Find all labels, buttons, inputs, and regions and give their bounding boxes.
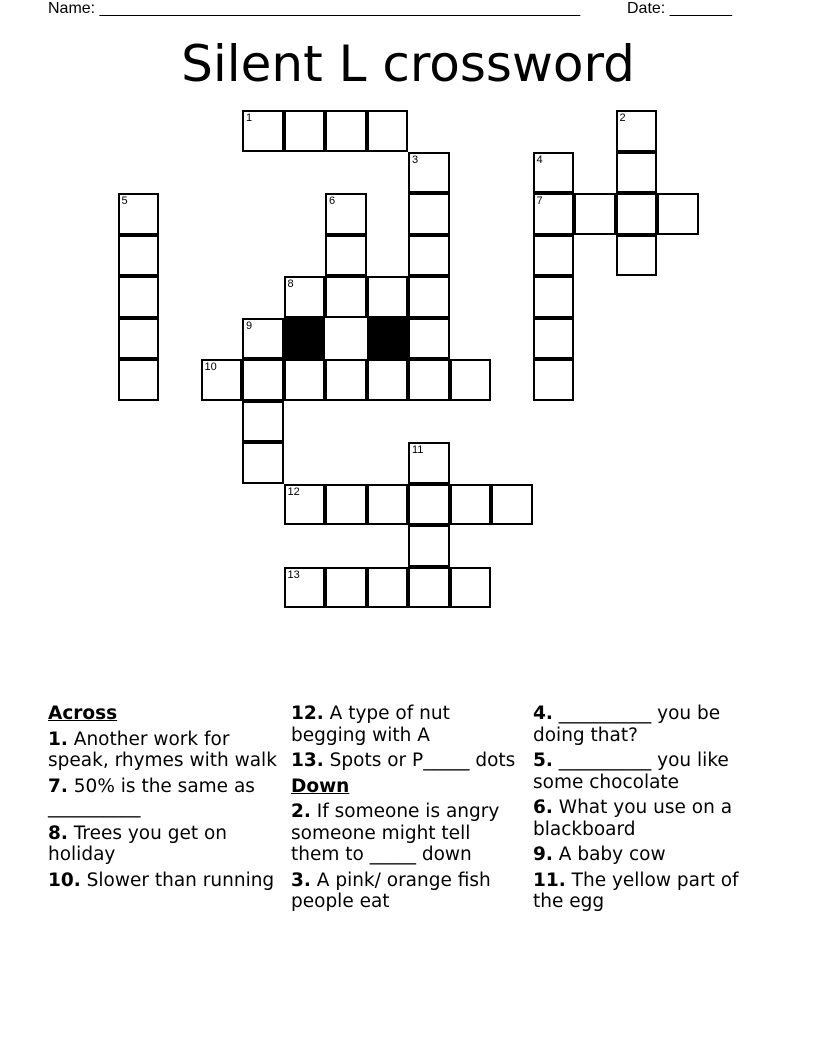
clue-column-3 bbox=[533, 703, 773, 917]
grid-cell[interactable] bbox=[284, 359, 326, 401]
clue-column-2 bbox=[291, 703, 521, 917]
clue-number: 8 bbox=[287, 278, 294, 290]
clue-item-text: Slower than running bbox=[80, 869, 275, 891]
grid-cell[interactable] bbox=[325, 359, 367, 401]
clue-item-text: The yellow part of the egg bbox=[533, 869, 739, 912]
clue-item bbox=[48, 823, 278, 866]
grid-cell[interactable] bbox=[284, 110, 326, 152]
grid-cell[interactable] bbox=[533, 276, 575, 318]
clue-item-text: Another work for speak, rhymes with walk bbox=[48, 728, 277, 771]
page-title: Silent L crossword bbox=[181, 35, 635, 93]
clue-item-text: Spots or P_____ dots bbox=[323, 750, 516, 771]
grid-cell[interactable] bbox=[533, 318, 575, 360]
grid-cell[interactable] bbox=[533, 152, 575, 194]
clue-item bbox=[533, 870, 773, 913]
clue-item-number: 2. bbox=[291, 801, 311, 822]
grid-cell[interactable] bbox=[118, 235, 160, 277]
clue-item-text: __________ you like some chocolate bbox=[533, 750, 729, 793]
clue-item-text: A type of nut begging with A bbox=[291, 703, 450, 746]
clue-number: 2 bbox=[619, 112, 626, 124]
clue-item-text: A pink/ orange fish people eat bbox=[291, 869, 491, 912]
grid-cell[interactable] bbox=[450, 484, 492, 526]
clue-item-number: 3. bbox=[291, 869, 311, 891]
clue-item bbox=[533, 797, 773, 840]
date-label: Date: _______ bbox=[627, 0, 732, 17]
clue-item-number: 11. bbox=[533, 869, 566, 891]
clue-item bbox=[533, 844, 773, 866]
clue-item bbox=[48, 870, 278, 892]
clue-item bbox=[533, 750, 773, 793]
clue-item-text: If someone is angry someone might tell them to _____ down bbox=[291, 801, 500, 865]
grid-cell[interactable] bbox=[242, 110, 284, 152]
clue-number: 9 bbox=[246, 319, 253, 332]
grid-cell[interactable] bbox=[657, 193, 699, 235]
clue-number: 10 bbox=[204, 361, 217, 373]
grid-block bbox=[284, 318, 326, 360]
grid-cell[interactable] bbox=[242, 359, 284, 401]
grid-cell[interactable] bbox=[533, 235, 575, 277]
clue-item-number: 13. bbox=[291, 750, 324, 771]
grid-cell[interactable] bbox=[408, 276, 450, 318]
grid-cell[interactable] bbox=[450, 359, 492, 401]
clue-item-number: 10. bbox=[48, 869, 81, 891]
clue-item-number: 9. bbox=[533, 844, 553, 865]
grid-cell[interactable] bbox=[242, 401, 284, 443]
clue-number: 12 bbox=[287, 485, 300, 498]
grid-cell[interactable] bbox=[325, 193, 367, 235]
grid-cell[interactable] bbox=[284, 567, 326, 609]
grid-block bbox=[367, 318, 409, 360]
clue-item-number: 1. bbox=[48, 728, 68, 750]
grid-cell[interactable] bbox=[118, 276, 160, 318]
clue-item bbox=[48, 776, 278, 819]
grid-cell[interactable] bbox=[408, 525, 450, 567]
clue-item-number: 7. bbox=[48, 775, 68, 797]
grid-cell[interactable] bbox=[242, 318, 284, 360]
grid-cell[interactable] bbox=[616, 152, 658, 194]
grid-cell[interactable] bbox=[491, 484, 533, 526]
clue-number: 5 bbox=[121, 195, 128, 207]
clue-number: 4 bbox=[536, 153, 543, 166]
grid-cell[interactable] bbox=[242, 442, 284, 484]
clue-item-text: Trees you get on holiday bbox=[48, 822, 228, 865]
clue-item-number: 5. bbox=[533, 750, 553, 771]
grid-cell[interactable] bbox=[408, 235, 450, 277]
clue-number: 3 bbox=[412, 153, 419, 166]
clue-column-1 bbox=[48, 703, 278, 895]
grid-cell[interactable] bbox=[367, 110, 409, 152]
clue-number: 7 bbox=[536, 195, 543, 207]
grid-cell[interactable] bbox=[367, 276, 409, 318]
clue-item-text: What you use on a blackboard bbox=[533, 797, 733, 840]
clue-item bbox=[291, 750, 521, 772]
grid-cell[interactable] bbox=[616, 235, 658, 277]
clue-number: 1 bbox=[246, 112, 253, 124]
grid-cell[interactable] bbox=[408, 442, 450, 484]
clue-item-number: 12. bbox=[291, 703, 324, 724]
grid-cell[interactable] bbox=[408, 152, 450, 194]
grid-cell[interactable] bbox=[325, 110, 367, 152]
clue-item-text: __________ you be doing that? bbox=[533, 703, 721, 746]
clue-number: 13 bbox=[287, 568, 300, 581]
grid-cell[interactable] bbox=[367, 484, 409, 526]
grid-cell[interactable] bbox=[284, 276, 326, 318]
grid-cell[interactable] bbox=[325, 567, 367, 609]
clue-item-text: 50% is the same as __________ bbox=[48, 775, 255, 818]
clue-item-text: A baby cow bbox=[552, 844, 666, 865]
grid-cell[interactable] bbox=[616, 193, 658, 235]
grid-cell[interactable] bbox=[118, 193, 160, 235]
grid-cell[interactable] bbox=[367, 567, 409, 609]
grid-cell[interactable] bbox=[118, 318, 160, 360]
grid-cell[interactable] bbox=[408, 484, 450, 526]
clue-item bbox=[48, 729, 278, 772]
clue-item-number: 8. bbox=[48, 822, 68, 844]
grid-cell[interactable] bbox=[616, 110, 658, 152]
grid-cell[interactable] bbox=[533, 359, 575, 401]
clue-item bbox=[291, 870, 521, 913]
clue-number: 6 bbox=[329, 195, 336, 207]
grid-cell[interactable] bbox=[201, 359, 243, 401]
grid-cell[interactable] bbox=[408, 567, 450, 609]
grid-cell[interactable] bbox=[574, 193, 616, 235]
grid-cell[interactable] bbox=[450, 567, 492, 609]
grid-cell[interactable] bbox=[408, 193, 450, 235]
clue-section-heading: Down bbox=[291, 775, 350, 797]
grid-cell[interactable] bbox=[325, 484, 367, 526]
clue-section-heading: Across bbox=[48, 703, 118, 724]
clue-item-number: 6. bbox=[533, 797, 553, 818]
grid-cell[interactable] bbox=[118, 359, 160, 401]
clue-number: 11 bbox=[412, 444, 424, 456]
grid-cell[interactable] bbox=[325, 276, 367, 318]
name-label: Name: ______________________________________________________ bbox=[48, 0, 581, 17]
clue-item bbox=[291, 801, 521, 866]
clue-item bbox=[291, 703, 521, 746]
grid-cell[interactable] bbox=[284, 484, 326, 526]
grid-cell[interactable] bbox=[325, 235, 367, 277]
clue-item bbox=[533, 703, 773, 746]
grid-cell[interactable] bbox=[367, 359, 409, 401]
grid-cell[interactable] bbox=[533, 193, 575, 235]
grid-cell[interactable] bbox=[408, 359, 450, 401]
grid-cell[interactable] bbox=[408, 318, 450, 360]
clue-item-number: 4. bbox=[533, 703, 553, 724]
